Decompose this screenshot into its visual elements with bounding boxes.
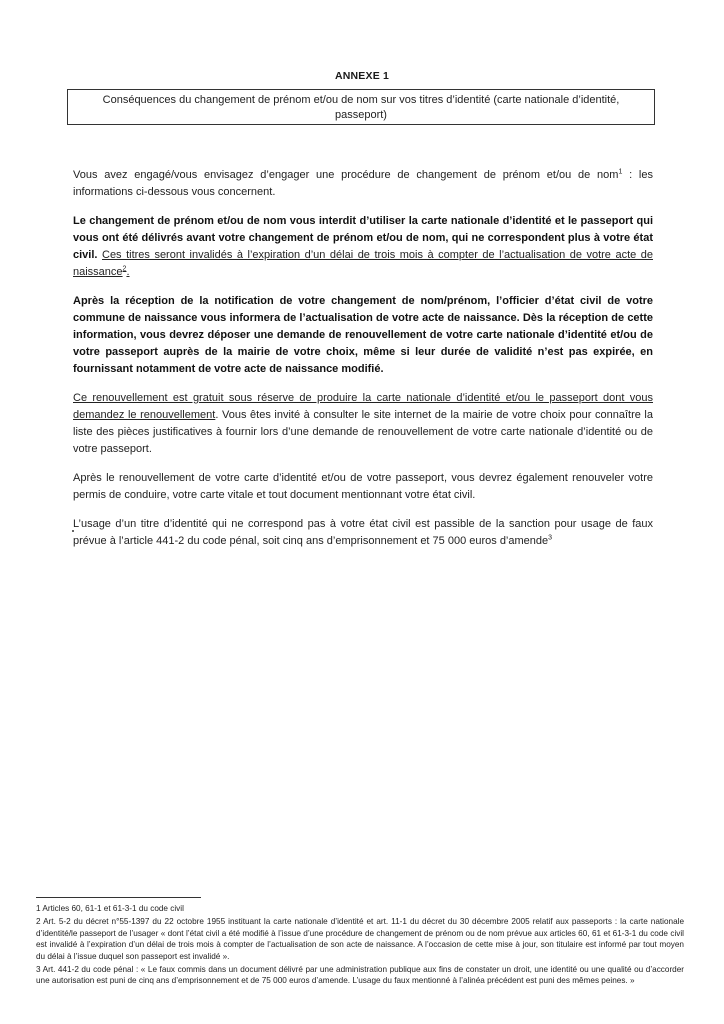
annex-title: ANNEXE 1 bbox=[334, 70, 390, 82]
invalidation-paragraph bbox=[73, 213, 653, 281]
invalidation-underlined-text: Ces titres seront invalidés à l’expiration d’un délai de trois mois à compter de l’actualisation de votre acte de naissance bbox=[73, 249, 653, 278]
section-title-box: Conséquences du changement de prénom et/ou de nom sur vos titres d’identité (carte nationale d’identité, passeport) bbox=[67, 89, 655, 125]
document-body bbox=[73, 167, 653, 562]
renewal-paragraph bbox=[73, 390, 653, 458]
renewal-tail: . Vous êtes invité à consulter le site internet de la mairie de votre choix pour connaître la liste des pièces justificatives à fournir lors d’une demande de renouvellement de votre carte nationale d’identité ou de votre passeport. bbox=[73, 409, 653, 455]
renewal-underlined-text: Ce renouvellement est gratuit sous réserve de produire la carte nationale d’identité et/ou le passeport dont vous demandez le renouvellement bbox=[73, 392, 653, 421]
invalidation-end: . bbox=[126, 266, 130, 278]
footnote-1: 1 Articles 60, 61-1 et 61-3-1 du code civil bbox=[36, 904, 184, 913]
footnotes bbox=[36, 903, 684, 989]
sanction-paragraph bbox=[73, 516, 653, 550]
footnote-2: 2 Art. 5-2 du décret n°55-1397 du 22 octobre 1955 instituant la carte nationale d’identité et art. 11-1 du décret du 30 décembre 2005 relatif aux passeports : la carte nationale d’identité/le passeport de l’usager « dont l’état civil a été modifié à l’issue d’une procédure de changement de prénom ou de nom prévue aux articles 60, 61 et 61-3-1 du code civil est invalidé à l’expiration d’un délai de trois mois à compter de l’actualisation de son acte de naissance. A l’occasion de cette mise à jour, son titulaire est informé par tout moyen du délai à l’issue duquel son passeport est invalidé ». bbox=[36, 917, 684, 961]
invalidation-bold-text: Le changement de prénom et/ou de nom vous interdit d’utiliser la carte nationale d’identité et le passeport qui vous ont été délivrés avant votre changement de prénom et/ou de nom, qui ne correspondent plus à votre état civil. bbox=[73, 215, 653, 261]
footnote-ref-3: 3 bbox=[548, 534, 553, 542]
footnote-ref-2: 2 bbox=[122, 265, 127, 273]
other-documents-paragraph: Après le renouvellement de votre carte d’identité et/ou de votre passeport, vous devrez également renouveler votre permis de conduire, votre carte vitale et tout document mentionnant votre état civil. bbox=[73, 472, 653, 501]
notification-bold-text: Après la réception de la notification de votre changement de nom/prénom, l’officier d’état civil de votre commune de naissance vous informera de l’actualisation de votre acte de naissance. Dès la réception de cette information, vous devrez déposer une demande de renouvellement de votre carte nationale d’identité et/ou de votre passeport auprès de la mairie de votre choix, même si leur durée de validité n’est pas expirée, en fournissant notamment de votre acte de naissance modifié. bbox=[73, 295, 653, 375]
stray-dot bbox=[72, 530, 74, 532]
sanction-text: L’usage d’un titre d’identité qui ne correspond pas à votre état civil est passible de la sanction pour usage de faux prévue à l’article 441-2 du code pénal, soit cinq ans d’emprisonnement et 75 000 euros d’amende bbox=[73, 518, 653, 547]
notification-paragraph bbox=[73, 293, 653, 378]
intro-text: Vous avez engagé/vous envisagez d’engager une procédure de changement de prénom et/ou de nom bbox=[73, 169, 619, 181]
footnote-separator bbox=[36, 897, 201, 898]
footnote-ref-1: 1 bbox=[618, 168, 623, 176]
intro-tail: : les informations ci-dessous vous concernent. bbox=[73, 169, 653, 198]
intro-paragraph bbox=[73, 167, 653, 201]
footnote-3: 3 Art. 441-2 du code pénal : « Le faux commis dans un document délivré par une administration publique aux fins de constater un droit, une identité ou une qualité ou d’accorder une autorisation est puni de cinq ans d’emprisonnement et de 75 000 euros d’amende. L’usage du faux mentionné à l’alinéa précédent est puni des mêmes peines. » bbox=[36, 965, 684, 986]
